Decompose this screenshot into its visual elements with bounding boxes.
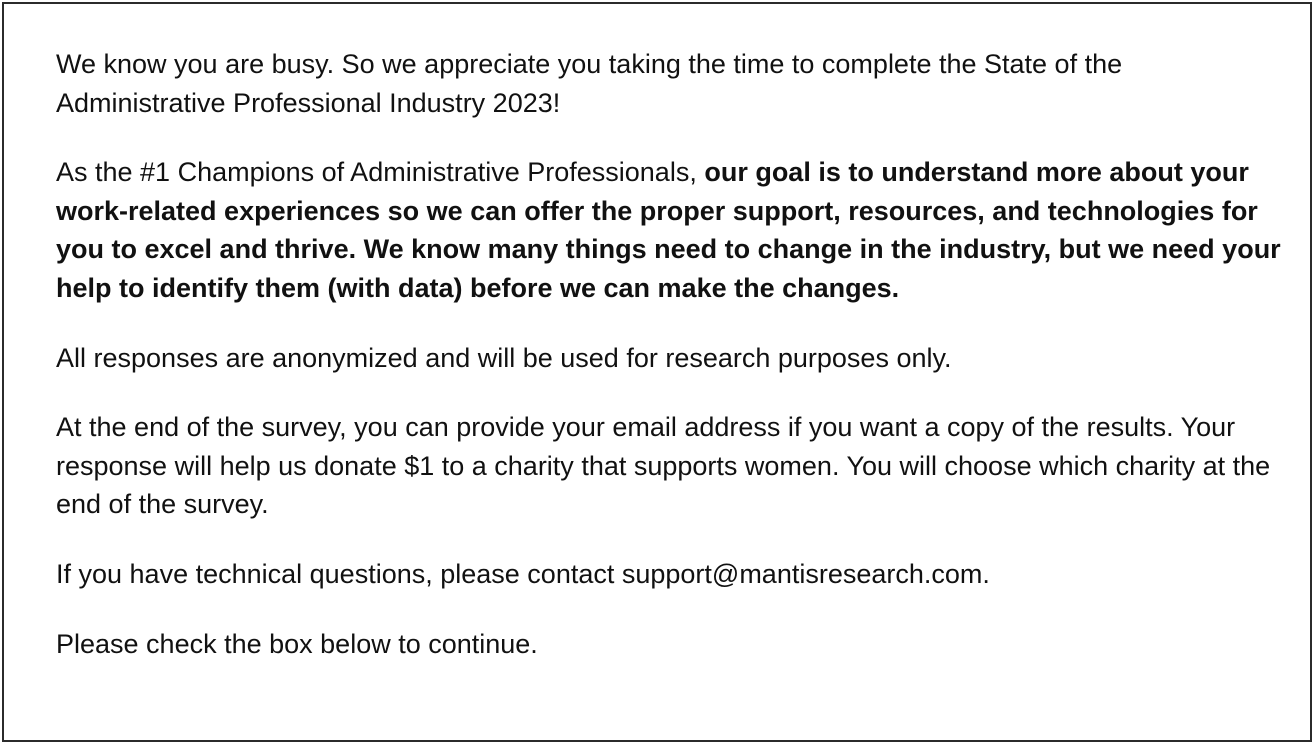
survey-intro-panel	[2, 2, 1312, 742]
intro-paragraph-anonymity: All responses are anonymized and will be used for research purposes only.	[56, 342, 952, 373]
survey-intro-text	[56, 45, 1296, 663]
intro-paragraph-results-charity: At the end of the survey, you can provide your email address if you want a copy of the results. Your response will help us donate $1 to a charity that supports women. You will choose which charity at the end of the survey.	[56, 412, 1271, 520]
intro-paragraph-continue-instruction: Please check the box below to continue.	[56, 628, 538, 659]
intro-paragraph-thanks: We know you are busy. So we appreciate you taking the time to complete the State of the Administrative Professional Industry 2023!	[56, 49, 1123, 118]
intro-paragraph-goal	[56, 153, 1296, 307]
goal-lead-text: As the #1 Champions of Administrative Professionals,	[56, 157, 705, 188]
intro-paragraph-support-contact: If you have technical questions, please contact support@mantisresearch.com.	[56, 558, 990, 589]
goal-bold-text: our goal is to understand more about your work-related experiences so we can offer the proper support, resources, and technologies for you to excel and thrive. We know many things need to change in the industry, but we need your help to identify them (with data) before we can make the changes.	[56, 157, 1281, 303]
